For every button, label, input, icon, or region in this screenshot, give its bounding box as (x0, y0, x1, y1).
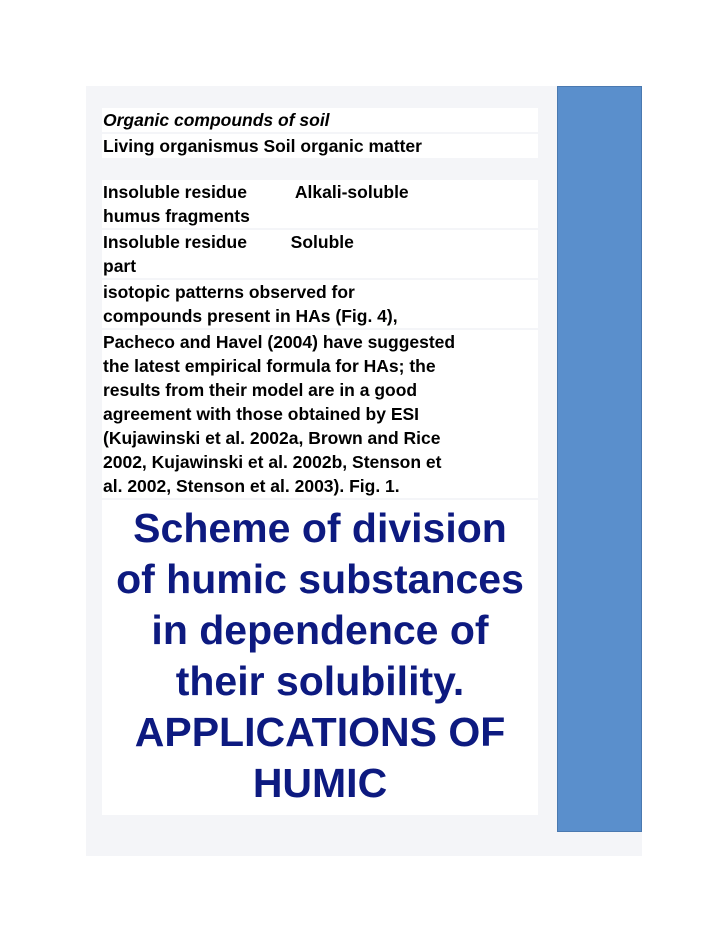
spacer (102, 160, 538, 180)
heading-line: HUMIC (252, 760, 388, 806)
text-block-isotopic (102, 280, 538, 328)
heading-line: in dependence of (151, 607, 489, 653)
heading-line: their solubility. (175, 658, 465, 704)
text-block-alkali (102, 180, 538, 228)
heading-line: APPLICATIONS OF (134, 709, 506, 755)
paragraph-line: agreement with those obtained by ESI (103, 404, 420, 424)
slide-title: Organic compounds of soil (102, 108, 538, 132)
slide-content (102, 108, 538, 815)
text-line: isotopic patterns observed for (103, 282, 355, 302)
paragraph-line: 2002, Kujawinski et al. 2002b, Stenson et (103, 452, 442, 472)
text-block-soluble (102, 230, 538, 278)
paragraph-line: Pacheco and Havel (2004) have suggested (103, 332, 456, 352)
slide-heading (102, 500, 538, 815)
text-line: humus fragments (103, 206, 250, 226)
text-line: Insoluble residue Soluble (103, 232, 354, 252)
paragraph-line: al. 2002, Stenson et al. 2003). Fig. 1. (103, 476, 400, 496)
side-panel (557, 86, 642, 832)
paragraph-line: results from their model are in a good (103, 380, 418, 400)
paragraph-line: (Kujawinski et al. 2002a, Brown and Rice (103, 428, 441, 448)
text-paragraph (102, 330, 538, 498)
paragraph-line: the latest empirical formula for HAs; the (103, 356, 436, 376)
heading-line: Scheme of division (133, 505, 507, 551)
text-line: Insoluble residue Alkali-soluble (103, 182, 409, 202)
heading-line: of humic substances (116, 556, 524, 602)
text-line: compounds present in HAs (Fig. 4), (103, 306, 398, 326)
text-line: part (103, 256, 137, 276)
text-line-organisms: Living organismus Soil organic matter (102, 134, 538, 158)
